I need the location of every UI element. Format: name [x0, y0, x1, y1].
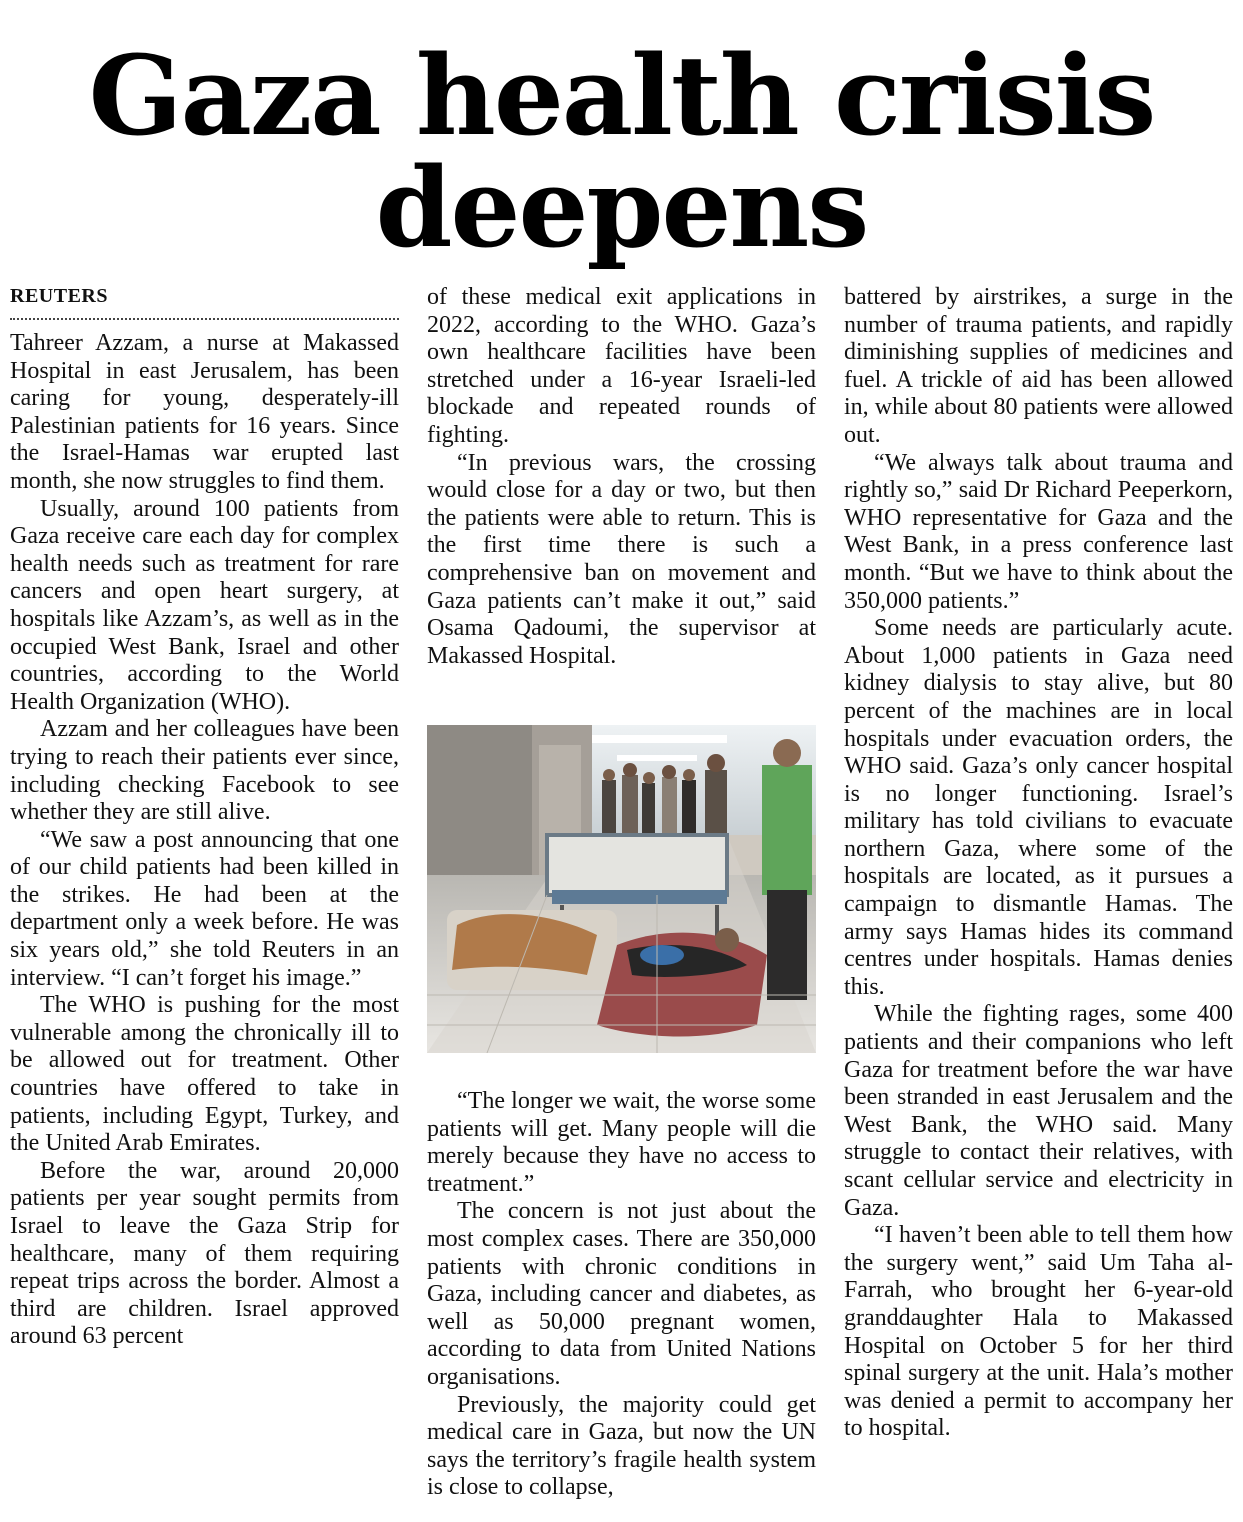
- paragraph: battered by airstrikes, a surge in the number of trauma patients, and rapidly diminishing supplies of medicines and fuel. A trickle of aid has been allowed in, while about 80 patients were allowed out.: [844, 284, 1233, 448]
- paragraph: The concern is not just about the most complex cases. There are 350,000 patients with chronic conditions in Gaza, including cancer and diabetes, as well as 50,000 pregnant women, according to data from United Nations organisations.: [427, 1198, 816, 1390]
- article-column-3: [844, 284, 1233, 1443]
- news-photo: [427, 725, 816, 1053]
- byline: REUTERS: [10, 285, 108, 307]
- headline-line-1: Gaza health crisis: [88, 31, 1155, 160]
- paragraph: “We always talk about trauma and rightly so,” said Dr Richard Peeperkorn, WHO representative for Gaza and the West Bank, in a press conference last month. “But we have to think about the 350,000 patients.”: [844, 449, 1233, 614]
- byline-divider: [10, 314, 399, 320]
- article-column-2-top: [427, 284, 816, 670]
- paragraph: “The longer we wait, the worse some patients will get. Many people will die merely because they have no access to treatment.”: [427, 1088, 816, 1197]
- headline-line-2: deepens: [375, 143, 868, 272]
- paragraph: Azzam and her colleagues have been trying to reach their patients ever since, including checking Facebook to see whether they are still alive.: [10, 716, 399, 826]
- paragraph: “In previous wars, the crossing would close for a day or two, but then the patients were able to return. This is the first time there is such a comprehensive ban on movement and Gaza patients can’t make it out,” said Osama Qadoumi, the supervisor at Makassed Hospital.: [427, 449, 816, 669]
- paragraph: Usually, around 100 patients from Gaza receive care each day for complex health needs such as treatment for rare cancers and open heart surgery, at hospitals like Azzam’s, as well as in the occupied West Bank, Israel and other countries, according to the World Health Organization (WHO).: [10, 495, 399, 715]
- paragraph: Previously, the majority could get medical care in Gaza, but now the UN says the territory’s fragile health system is close to collapse,: [427, 1391, 816, 1501]
- hospital-corridor-photo-icon: [427, 725, 816, 1053]
- paragraph: Tahreer Azzam, a nurse at Makassed Hospital in east Jerusalem, has been caring for young, desperately-ill Palestinian patients for 16 years. Since the Israel-Hamas war erupted last month, she now struggles to find them.: [10, 330, 399, 494]
- paragraph: Before the war, around 20,000 patients per year sought permits from Israel to leave the Gaza Strip for healthcare, many of them requiring repeat trips across the border. Almost a third are children. Israel approved around 63 percent: [10, 1157, 399, 1350]
- paragraph: Some needs are particularly acute. About 1,000 patients in Gaza need kidney dialysis to stay alive, but 80 percent of the machines are in local hospitals under evacuation orders, the WHO said. Gaza’s only cancer hospital is no longer functioning. Israel’s military has told civilians to evacuate northern Gaza, where some of the hospitals are located, as it pursues a campaign to dismantle Hamas. The army says Hamas hides its command centres under hospitals. Hamas denies this.: [844, 615, 1233, 1000]
- article-column-2-bottom: [427, 1088, 816, 1502]
- headline: [0, 31, 1243, 272]
- paragraph: “We saw a post announcing that one of our child patients had been killed in the strikes. He had been at the department only a week before. He was six years old,” she told Reuters in an interview. “I can’t forget his image.”: [10, 826, 399, 991]
- paragraph: “I haven’t been able to tell them how the surgery went,” said Um Taha al-Farrah, who brought her 6-year-old granddaughter Hala to Makassed Hospital on October 5 for her third spinal surgery at the unit. Hala’s mother was denied a permit to accompany her to hospital.: [844, 1222, 1233, 1442]
- paragraph: While the fighting rages, some 400 patients and their companions who left Gaza for treatment before the war have been stranded in east Jerusalem and the West Bank, the WHO said. Many struggle to contact their relatives, with scant cellular service and electricity in Gaza.: [844, 1001, 1233, 1221]
- paragraph: The WHO is pushing for the most vulnerable among the chronically ill to be allowed out for treatment. Other countries have offered to take in patients, including Egypt, Turkey, and the United Arab Emirates.: [10, 992, 399, 1157]
- paragraph: of these medical exit applications in 2022, according to the WHO. Gaza’s own healthcare facilities have been stretched under a 16-year Israeli-led blockade and repeated rounds of fighting.: [427, 284, 816, 448]
- article-column-1: [10, 284, 399, 1351]
